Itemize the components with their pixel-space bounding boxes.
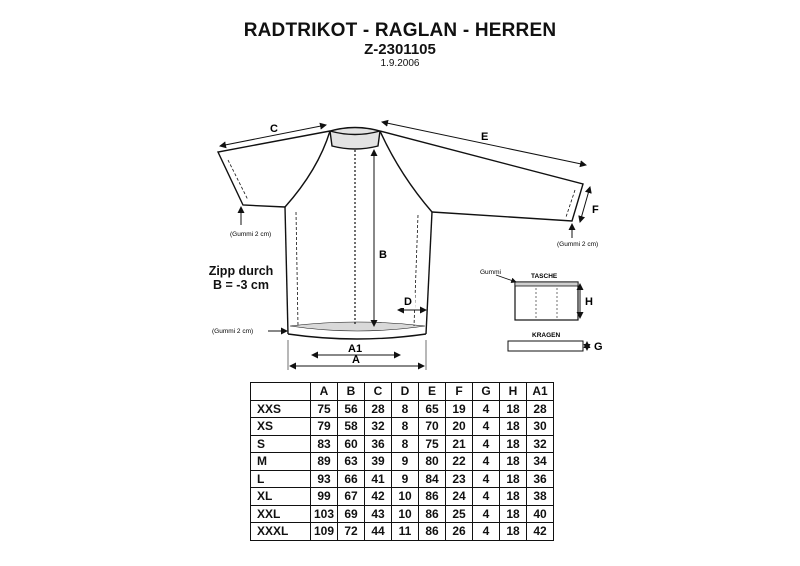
note-gummi-pocket: Gummi — [480, 269, 501, 276]
size-label: XL — [251, 488, 311, 506]
label-b: B — [379, 249, 387, 261]
table-cell: 25 — [446, 505, 473, 523]
table-cell: 28 — [527, 400, 554, 418]
table-cell: 11 — [392, 523, 419, 541]
column-header: D — [392, 383, 419, 401]
table-cell: 26 — [446, 523, 473, 541]
table-cell: 36 — [365, 435, 392, 453]
label-d: D — [404, 296, 412, 308]
label-g: G — [594, 341, 603, 353]
table-cell: 86 — [419, 505, 446, 523]
table-cell: 18 — [500, 453, 527, 471]
label-collar: KRAGEN — [532, 332, 561, 339]
table-cell: 24 — [446, 488, 473, 506]
table-cell: 38 — [527, 488, 554, 506]
table-cell: 23 — [446, 470, 473, 488]
label-a1: A1 — [348, 343, 363, 355]
label-pocket: TASCHE — [531, 273, 558, 280]
size-label: XXXL — [251, 523, 311, 541]
zipper-note — [206, 264, 276, 292]
table-cell: 18 — [500, 400, 527, 418]
table-cell: 8 — [392, 418, 419, 436]
column-header: H — [500, 383, 527, 401]
table-cell: 20 — [446, 418, 473, 436]
table-cell: 34 — [527, 453, 554, 471]
table-cell: 32 — [365, 418, 392, 436]
table-cell: 67 — [338, 488, 365, 506]
model-number: Z-2301105 — [364, 41, 436, 58]
table-cell: 41 — [365, 470, 392, 488]
table-cell: 21 — [446, 435, 473, 453]
column-header: E — [419, 383, 446, 401]
label-c: C — [270, 123, 278, 135]
label-h: H — [585, 296, 593, 308]
table-cell: 42 — [365, 488, 392, 506]
note-gummi-hem: (Gummi 2 cm) — [212, 328, 254, 335]
table-cell: 4 — [473, 488, 500, 506]
table-cell: 44 — [365, 523, 392, 541]
table-cell: 8 — [392, 435, 419, 453]
table-cell: 18 — [500, 470, 527, 488]
table-cell: 40 — [527, 505, 554, 523]
table-row — [251, 435, 554, 453]
collar-detail — [508, 341, 587, 351]
table-cell: 69 — [338, 505, 365, 523]
table-cell: 86 — [419, 523, 446, 541]
table-cell: 9 — [392, 453, 419, 471]
size-label: S — [251, 435, 311, 453]
zipper-note-line2: B = -3 cm — [213, 278, 269, 292]
table-cell: 103 — [311, 505, 338, 523]
column-header: G — [473, 383, 500, 401]
table-cell: 56 — [338, 400, 365, 418]
table-cell: 84 — [419, 470, 446, 488]
table-cell: 22 — [446, 453, 473, 471]
table-cell: 28 — [365, 400, 392, 418]
table-cell: 10 — [392, 505, 419, 523]
hem-band — [290, 322, 425, 331]
size-label: XXL — [251, 505, 311, 523]
table-row — [251, 470, 554, 488]
column-header: A1 — [527, 383, 554, 401]
table-cell: 10 — [392, 488, 419, 506]
table-cell: 80 — [419, 453, 446, 471]
table-cell: 93 — [311, 470, 338, 488]
table-cell: 42 — [527, 523, 554, 541]
table-cell: 72 — [338, 523, 365, 541]
table-cell: 89 — [311, 453, 338, 471]
table-cell: 66 — [338, 470, 365, 488]
table-cell: 9 — [392, 470, 419, 488]
document-date: 1.9.2006 — [380, 58, 420, 69]
size-label: M — [251, 453, 311, 471]
table-cell: 18 — [500, 523, 527, 541]
size-table-body — [251, 400, 554, 540]
table-cell: 4 — [473, 470, 500, 488]
column-header: C — [365, 383, 392, 401]
column-header: F — [446, 383, 473, 401]
table-row — [251, 523, 554, 541]
table-cell: 18 — [500, 435, 527, 453]
table-cell: 65 — [419, 400, 446, 418]
table-cell: 4 — [473, 400, 500, 418]
table-row — [251, 418, 554, 436]
zipper-note-line1: Zipp durch — [208, 264, 274, 278]
table-cell: 18 — [500, 505, 527, 523]
size-table — [250, 382, 554, 541]
table-cell: 36 — [527, 470, 554, 488]
table-cell: 83 — [311, 435, 338, 453]
table-cell: 19 — [446, 400, 473, 418]
size-label: XS — [251, 418, 311, 436]
table-cell: 109 — [311, 523, 338, 541]
label-e: E — [481, 131, 489, 143]
table-row — [251, 453, 554, 471]
table-cell: 79 — [311, 418, 338, 436]
table-cell: 86 — [419, 488, 446, 506]
size-label: XXS — [251, 400, 311, 418]
table-cell: 32 — [527, 435, 554, 453]
note-gummi-sleeve-left: (Gummi 2 cm) — [230, 231, 272, 238]
size-table-corner — [251, 383, 311, 401]
table-cell: 75 — [419, 435, 446, 453]
table-cell: 43 — [365, 505, 392, 523]
table-cell: 30 — [527, 418, 554, 436]
table-cell: 8 — [392, 400, 419, 418]
pocket-detail — [496, 275, 580, 320]
size-table-header — [251, 383, 554, 401]
table-cell: 4 — [473, 435, 500, 453]
table-cell: 99 — [311, 488, 338, 506]
table-cell: 4 — [473, 453, 500, 471]
table-cell: 18 — [500, 418, 527, 436]
note-gummi-sleeve-right: (Gummi 2 cm) — [557, 241, 599, 248]
column-header: B — [338, 383, 365, 401]
page-title: RADTRIKOT - RAGLAN - HERREN — [243, 20, 557, 41]
label-a: A — [352, 354, 360, 366]
table-row — [251, 400, 554, 418]
table-cell: 70 — [419, 418, 446, 436]
label-f: F — [592, 204, 599, 216]
size-label: L — [251, 470, 311, 488]
table-cell: 4 — [473, 505, 500, 523]
table-cell: 18 — [500, 488, 527, 506]
table-cell: 63 — [338, 453, 365, 471]
table-cell: 75 — [311, 400, 338, 418]
table-row — [251, 488, 554, 506]
table-cell: 58 — [338, 418, 365, 436]
column-header: A — [311, 383, 338, 401]
table-cell: 4 — [473, 523, 500, 541]
table-cell: 60 — [338, 435, 365, 453]
table-cell: 4 — [473, 418, 500, 436]
table-row — [251, 505, 554, 523]
table-cell: 39 — [365, 453, 392, 471]
